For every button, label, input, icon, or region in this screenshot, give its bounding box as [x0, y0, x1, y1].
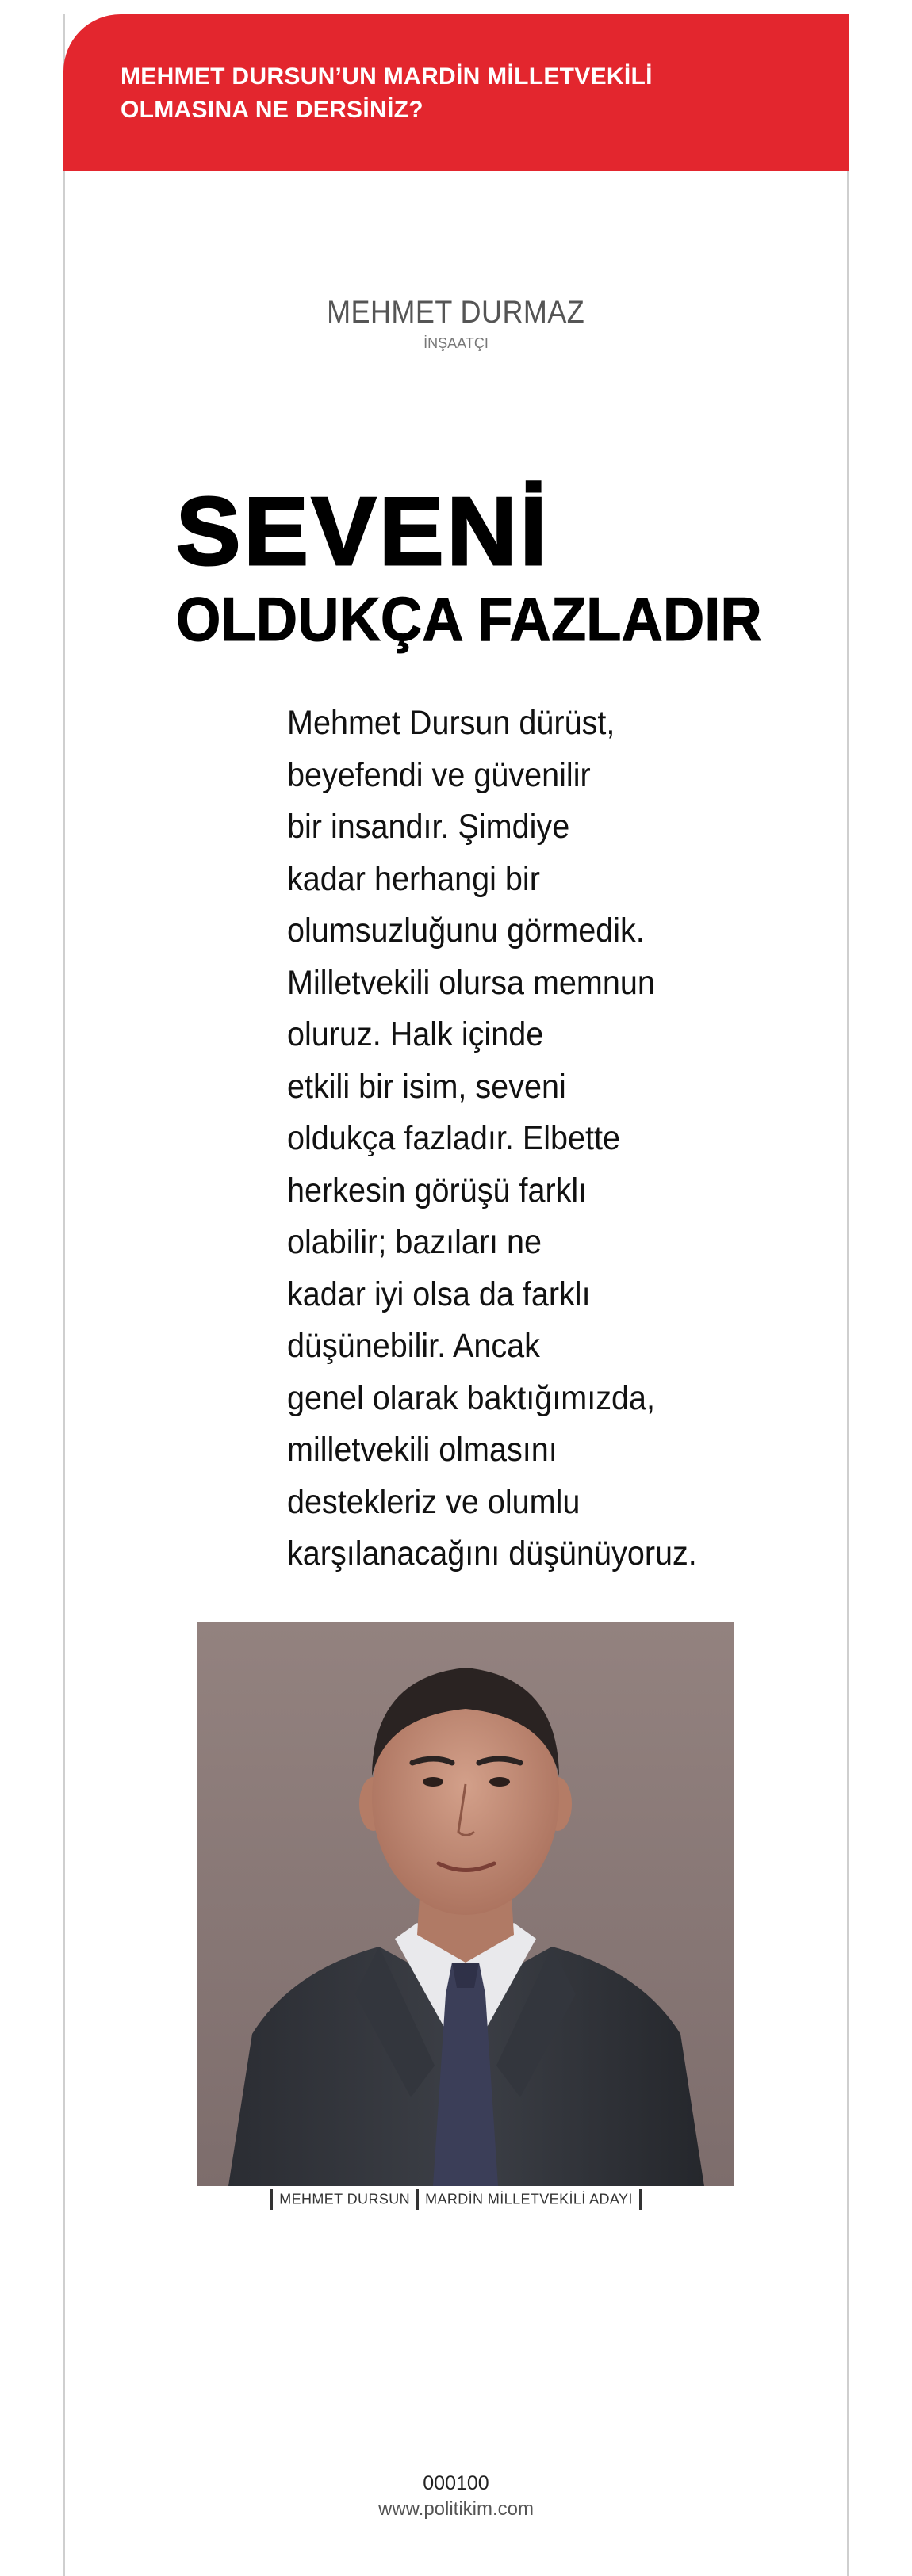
question-banner — [63, 14, 849, 171]
body-line: Milletvekili olursa memnun — [287, 963, 655, 1002]
body-line: beyefendi ve güvenilir — [287, 755, 591, 794]
headline-line2: OLDUKÇA FAZLADIR — [176, 584, 762, 654]
body-line: düşünebilir. Ancak — [287, 1327, 540, 1365]
body-line: etkili bir isim, seveni — [287, 1067, 566, 1106]
caption-divider — [416, 2189, 419, 2210]
body-line: bir insandır. Şimdiye — [287, 808, 570, 846]
body-line: genel olarak baktığımızda, — [287, 1378, 656, 1417]
photo-caption — [0, 2189, 912, 2210]
body-line: milletvekili olmasını — [287, 1431, 558, 1469]
respondent-block — [0, 295, 912, 352]
website-link[interactable]: www.politikim.com — [377, 2498, 535, 2520]
page-code: 000100 — [423, 2472, 489, 2494]
page-footer — [0, 2470, 912, 2522]
banner-question-line1: MEHMET DURSUN’UN MARDİN MİLLETVEKİLİ — [121, 63, 653, 90]
caption-name: MEHMET DURSUN — [279, 2191, 411, 2207]
headline-line1: SEVENİ — [176, 477, 550, 585]
banner-question — [121, 60, 771, 127]
body-line: oluruz. Halk içinde — [287, 1015, 544, 1053]
body-line: olabilir; bazıları ne — [287, 1223, 542, 1261]
caption-title: MARDİN MİLLETVEKİLİ ADAYI — [425, 2191, 633, 2207]
respondent-occupation: İNŞAATÇI — [423, 335, 489, 351]
body-line: herkesin görüşü farklı — [287, 1171, 588, 1210]
caption-divider — [639, 2189, 642, 2210]
body-line: kadar iyi olsa da farklı — [287, 1275, 591, 1313]
portrait-photo — [197, 1622, 734, 2186]
respondent-name: MEHMET DURMAZ — [327, 295, 585, 330]
body-line: olumsuzluğunu görmedik. — [287, 912, 645, 950]
body-line: oldukça fazladır. Elbette — [287, 1119, 621, 1157]
body-line: destekleriz ve olumlu — [287, 1482, 581, 1521]
banner-question-line2: OLMASINA NE DERSİNİZ? — [121, 97, 423, 123]
portrait-illustration — [197, 1622, 734, 2186]
body-line: karşılanacağını düşünüyoruz. — [287, 1535, 697, 1573]
headline — [176, 477, 826, 655]
caption-divider — [270, 2189, 273, 2210]
article-body — [287, 698, 695, 1580]
body-line: kadar herhangi bir — [287, 859, 540, 898]
body-line: Mehmet Dursun dürüst, — [287, 704, 615, 742]
